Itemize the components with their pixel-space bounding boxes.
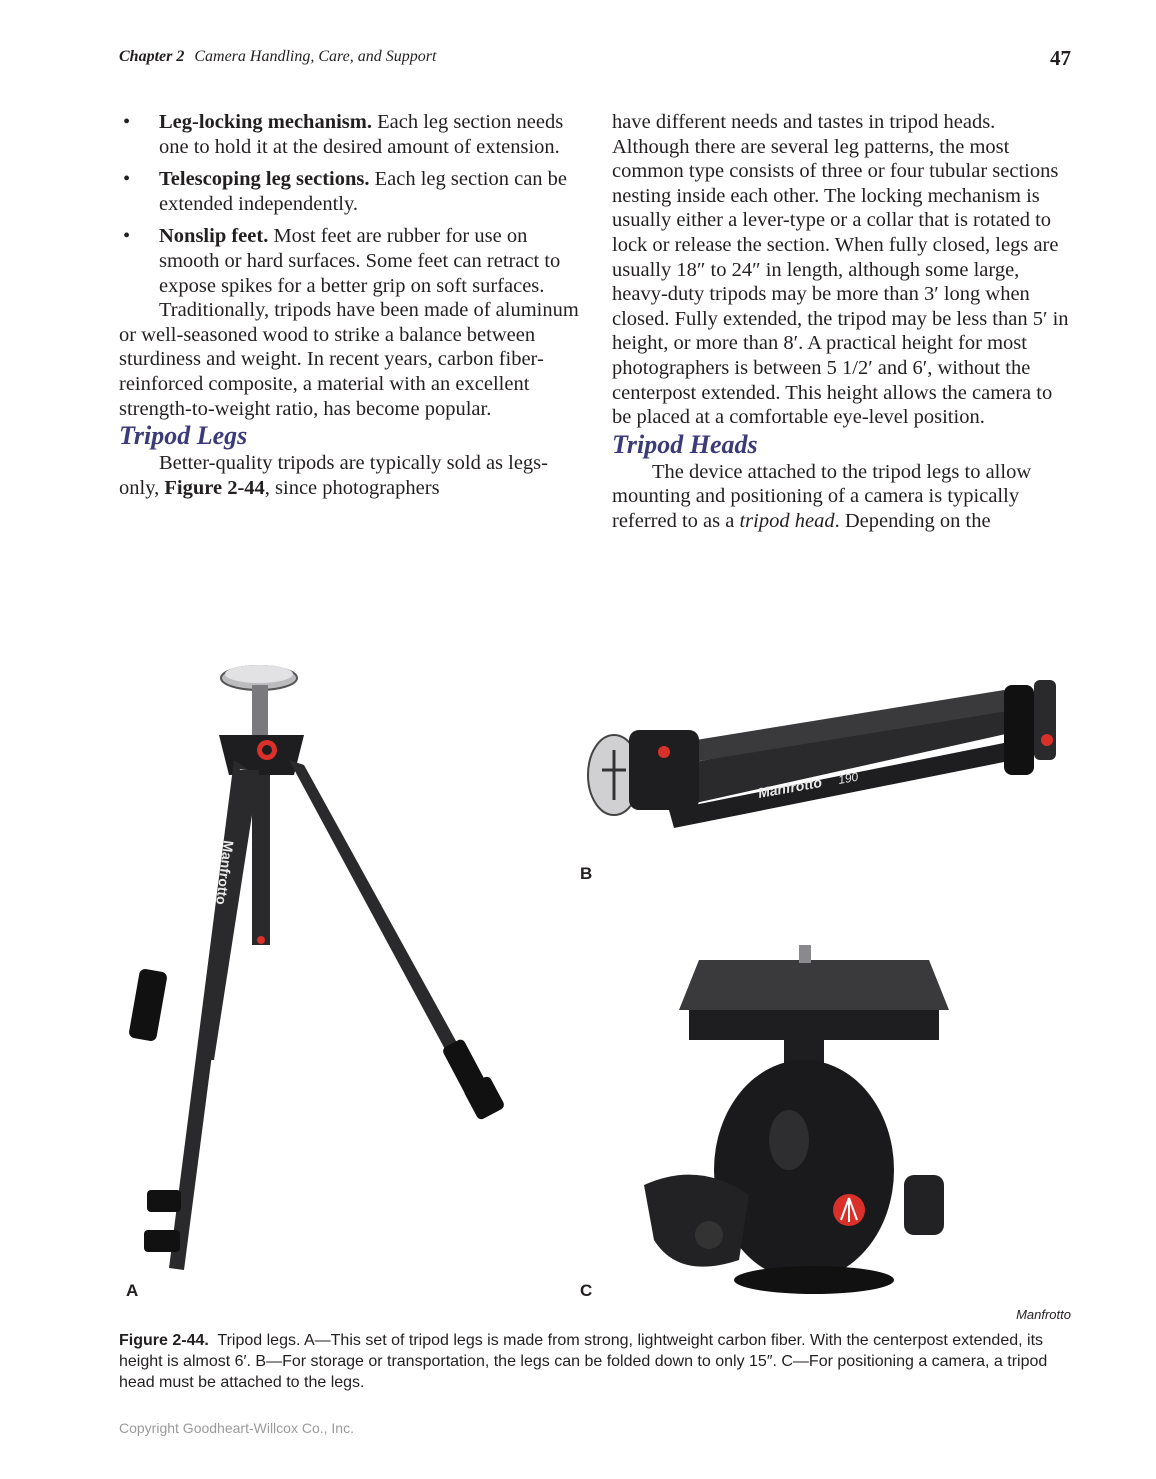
section-heading-tripod-legs: Tripod Legs [119,421,248,451]
term-tripod-head: tripod head [739,509,835,532]
body-paragraph-legs [119,451,579,500]
heads-text-end: . Depending on the [834,509,991,532]
running-head [119,48,436,66]
brand-label-folded: Manfrotto [756,773,824,801]
legs-text-end: , since photographers [264,476,440,499]
figure-reference: Figure 2-44 [164,476,265,499]
list-item [119,224,579,298]
body-paragraph-materials: Traditionally, tripods have been made of aluminum or well-seasoned wood to strike a balance between sturdiness and weight. In recent years, carbon fiber-reinforced composite, a material with an excellent strength-to-weight ratio, has become popular. [119,299,579,420]
page-number: 47 [1050,46,1071,70]
bullet-term: Leg-locking mechanism. [159,111,372,133]
figure-caption [119,1330,1074,1393]
panel-label-c: C [580,1281,593,1300]
heads-text-start: The device attached to the tripod legs to allow mounting and positioning of a camera is typically referred to as a [612,460,1032,532]
bullet-text: Most feet are rubber for use on smooth or hard surfaces. Some feet can retract to expose spikes for a better grip on soft surfaces. [159,225,561,297]
left-column [119,110,579,500]
chapter-label: Chapter 2 [119,48,185,65]
bullet-glyph: • [123,168,131,191]
bullet-glyph: • [123,225,131,248]
copyright-notice: Copyright Goodheart-Willcox Co., Inc. [119,1420,354,1436]
model-label: 190 [837,769,860,787]
list-item [119,167,579,216]
body-paragraph-leg-patterns: have different needs and tastes in tripod heads. Although there are several leg patterns, the most common type consists of three or four tubular sections nesting inside each other. The locking mechanism is usually either a lever-type or a collar that is rotated to lock or release the section. When fully closed, legs are usually 18″ to 24″ in length, although some large, heavy-duty tripods may be more than 3′ long when closed. Fully extended, the tripod may be less than 5′ in height, or more than 8′. A practical height for most photographers is between 5 1/2′ and 6′, without the centerpost extended. This height allows the camera to be placed at a comfortable eye-level position. [612,111,1069,429]
bullet-text: Each leg section can be extended independently. [159,168,568,215]
page-header [119,46,1071,76]
bullet-text: Each leg section needs one to hold it at the desired amount of extension. [159,111,564,158]
tripod-folded-photo [574,660,1074,875]
legs-text-start: Better-quality tripods are typically sold as legs-only, [119,452,548,499]
bullet-term: Nonslip feet. [159,225,269,248]
list-item [119,110,579,159]
brand-label-legs: Manfrotto [213,839,237,906]
section-heading-tripod-heads: Tripod Heads [612,429,758,459]
right-column [612,110,1074,534]
bullet-term: Telescoping leg sections. [159,168,370,191]
caption-text: Tripod legs. A—This set of tripod legs is made from strong, lightweight carbon fiber. With the centerpost extended, its height is almost 6′. B—For storage or transportation, the legs can be folded down to only 15″. C—For positioning a camera, a tripod head must be attached to the legs. [119,1332,1048,1391]
figure-2-44 [119,640,1071,1322]
bullet-glyph: • [123,111,131,133]
feature-list [119,110,579,298]
photo-credit: Manfrotto [1016,1307,1071,1322]
panel-label-b: B [580,864,593,883]
chapter-title: Camera Handling, Care, and Support [194,48,437,65]
ball-head-photo [639,940,969,1300]
panel-label-a: A [126,1281,139,1300]
body-paragraph-heads [612,460,1074,534]
tripod-extended-photo [119,640,519,1290]
caption-label: Figure 2-44. [119,1332,209,1349]
